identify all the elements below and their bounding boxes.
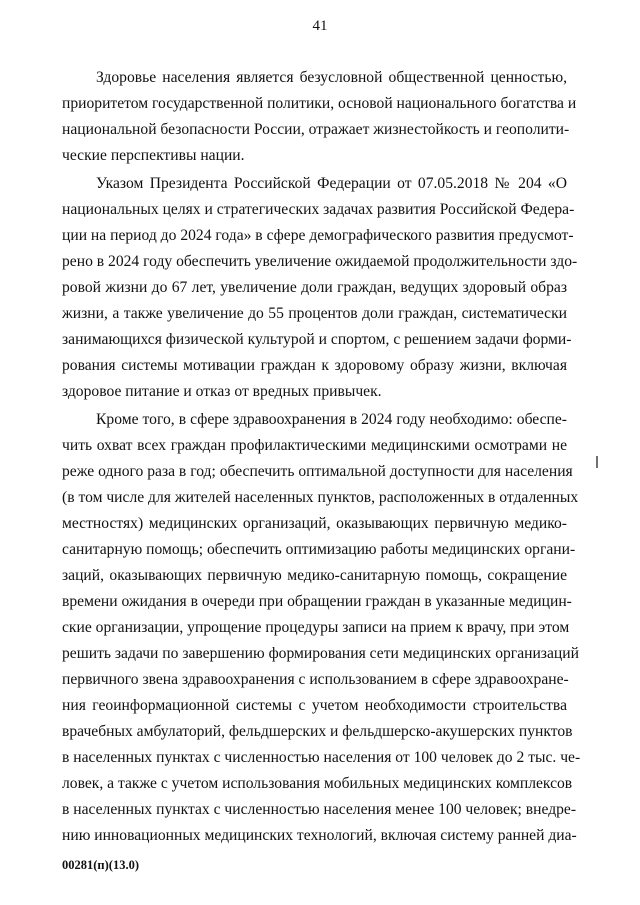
page-number: 41 <box>312 18 328 34</box>
paragraph-2-line-9: здоровое питание и отказ от вредных привычек. <box>62 383 382 400</box>
paragraph-3-line-5: местностях) медицинских организаций, оказывающих первичную медико- <box>62 515 567 532</box>
paragraph-3-line-10: решить задачи по завершению формирования сети медицинских организаций <box>62 645 579 662</box>
paragraph-3-line-9: ские организации, упрощение процедуры записи на прием к врачу, при этом <box>62 619 570 636</box>
paragraph-2-line-8: рования системы мотивации граждан к здоровому образу жизни, включая <box>62 357 567 374</box>
paragraph-2-line-2: национальных целях и стратегических задачах развития Российской Федера- <box>62 201 575 218</box>
paragraph-3-line-14: в населенных пунктах с численностью населения от 100 человек до 2 тыс. че- <box>62 749 581 766</box>
paragraph-3-line-6: санитарную помощь; обеспечить оптимизацию работы медицинских органи- <box>62 541 576 558</box>
scan-artifact-mark <box>596 456 598 468</box>
paragraph-2-line-5: ровой жизни до 67 лет, увеличение доли граждан, ведущих здоровый образ <box>62 279 567 296</box>
paragraph-3-line-8: времени ожидания в очереди при обращении граждан в указанные медицин- <box>62 593 572 610</box>
document-footer-code: 00281(п)(13.0) <box>62 858 139 872</box>
paragraph-3-line-4: (в том числе для жителей населенных пунктов, расположенных в отдаленных <box>62 489 579 506</box>
paragraph-1-line-1: Здоровье населения является безусловной общественной ценностью, <box>96 69 567 86</box>
paragraph-3-line-16: в населенных пунктах с численностью населения менее 100 человек; внедре- <box>62 801 577 818</box>
paragraph-3-line-17: нию инновационных медицинских технологий, включая систему ранней диа- <box>62 827 577 844</box>
paragraph-1-line-3: национальной безопасности России, отражает жизнестойкость и геополити- <box>62 121 570 138</box>
paragraph-1-line-2: приоритетом государственной политики, основой национального богатства и <box>62 95 577 112</box>
paragraph-2-line-6: жизни, а также увеличение до 55 процентов доли граждан, систематически <box>62 305 567 322</box>
paragraph-3-line-2: чить охват всех граждан профилактическими медицинскими осмотрами не <box>62 437 567 454</box>
paragraph-2-line-7: занимающихся физической культурой и спортом, с решением задачи форми- <box>62 331 572 348</box>
paragraph-3-line-12: ния геоинформационной системы с учетом необходимости строительства <box>62 697 567 714</box>
paragraph-3-line-1: Кроме того, в сфере здравоохранения в 2024 году необходимо: обеспе- <box>96 411 567 428</box>
paragraph-3-line-11: первичного звена здравоохранения с использованием в сфере здравоохране- <box>62 671 569 688</box>
paragraph-3-line-7: заций, оказывающих первичную медико-санитарную помощь, сокращение <box>62 567 567 584</box>
paragraph-3-line-3: реже одного раза в год; обеспечить оптимальной доступности для населения <box>62 463 573 480</box>
paragraph-3-line-13: врачебных амбулаторий, фельдшерских и фельдшерско-акушерских пунктов <box>62 723 573 740</box>
paragraph-2-line-3: ции на период до 2024 года» в сфере демографического развития предусмот- <box>62 227 574 244</box>
paragraph-2-line-4: рено в 2024 году обеспечить увеличение ожидаемой продолжительности здо- <box>62 253 578 270</box>
paragraph-2-line-1: Указом Президента Российской Федерации от 07.05.2018 № 204 «О <box>96 175 567 192</box>
paragraph-3-line-15: ловек, а также с учетом использования мобильных медицинских комплексов <box>62 775 573 792</box>
paragraph-1-line-4: ческие перспективы нации. <box>62 147 245 164</box>
